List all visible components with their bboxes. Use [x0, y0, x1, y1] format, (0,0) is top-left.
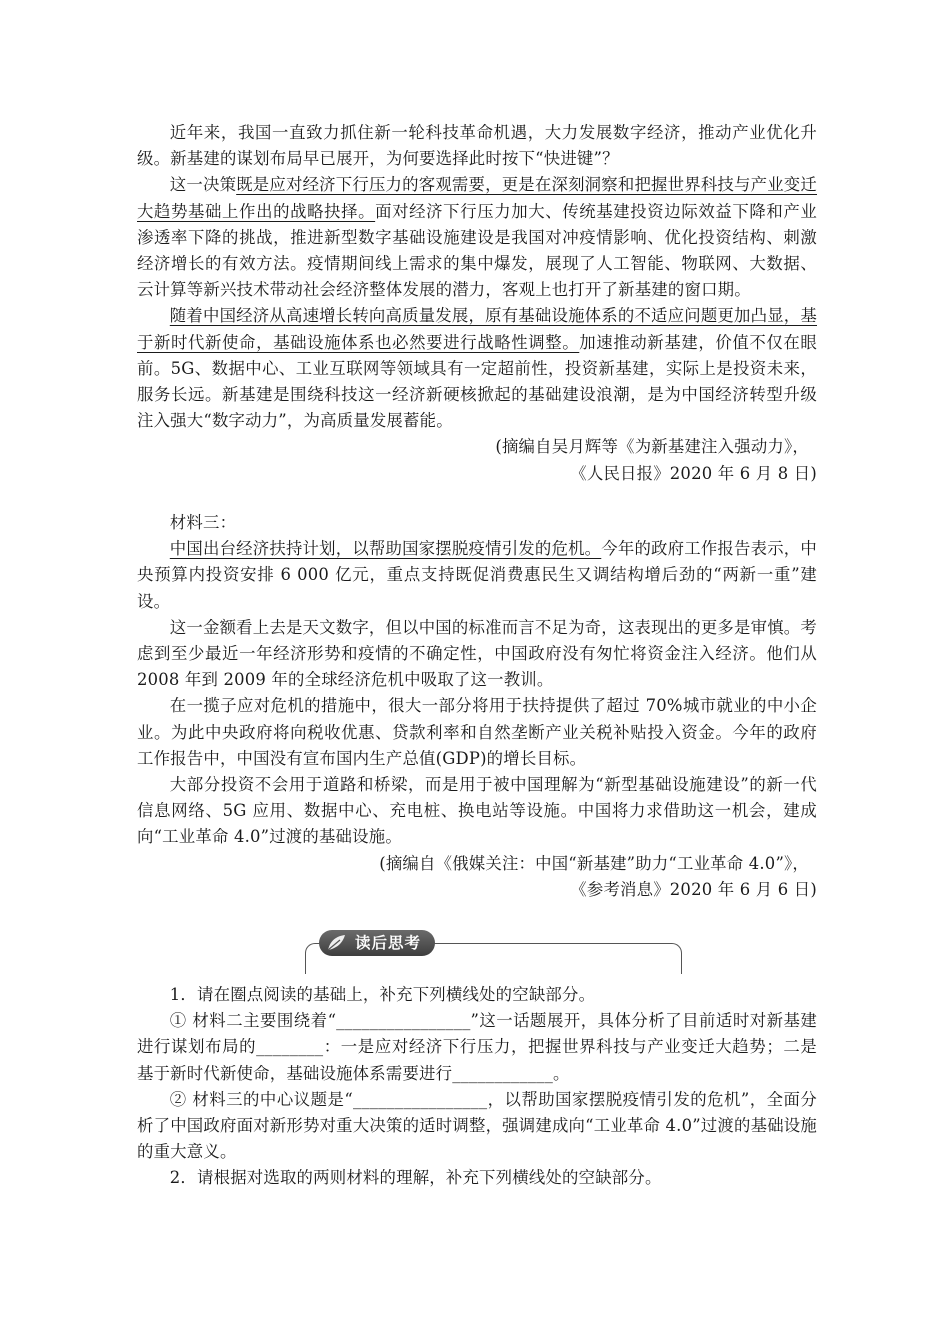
heading-label — [319, 930, 435, 956]
material-two — [137, 120, 817, 487]
text-run: 面对经济下行压力加大、传统基建投资边际效益下降和产业渗透率下降的挑战，推进新型数字基础设施建设是我国对冲疫情影响、优化投资结构、刺激经济增长的有效方法。疫情期间线上需求的集中爆发，展现了人工智能、物联网、大数据、云计算等新兴技术带动社会经济整体发展的潜力，客观上也打开了新基建的窗口期。 — [137, 201, 817, 300]
material-title: 材料三： — [169, 513, 237, 532]
question-item: ① 材料二主要围绕着“________________”这一话题展开，具体分析了目前适时对新基建进行谋划布局的________：一是应对经济下行压力，把握世界科技与产业变迁大趋势；二是基于新时代新使命，基础设施体系需要进行____________。 — [137, 1011, 817, 1083]
questions — [137, 982, 817, 1192]
underlined-text: 随着中国经济从高速增长转向高质量发展，原有基础设施体系的不适应问题更加凸显，基于新时代新使命，基础设施体系也必然要进行战略性调整。 — [137, 306, 817, 352]
paragraph — [137, 172, 817, 303]
paragraph: 大部分投资不会用于道路和桥梁，而是用于被中国理解为“新型基础设施建设”的新一代信息网络、5G 应用、数据中心、充电桩、换电站等设施。中国将力求借助这一机会，建成向“工业革命 4.0”过渡的基础设施。 — [137, 775, 817, 847]
material-three — [137, 510, 817, 903]
source-citation: 《人民日报》2020 年 6 月 8 日) — [570, 463, 817, 483]
text-run: 加速推动新基建，价值不仅在眼前。5G、数据中心、工业互联网等领域具有一定超前性，投资新基建，实际上是投资未来，服务长远。新基建是围绕科技这一经济新硬核掀起的基础建设浪潮，是为中国经济转型升级注入强大“数字动力”，为高质量发展蓄能。 — [137, 332, 817, 431]
source-citation: (摘编自《俄媒关注：中国“新基建”助力“工业革命 4.0”》， — [379, 853, 809, 873]
question: 1．请在圈点阅读的基础上，补充下列横线处的空缺部分。 — [169, 985, 596, 1004]
paragraph — [137, 536, 817, 615]
text-run: 这一决策 — [169, 175, 237, 195]
leaf-icon — [325, 933, 347, 953]
paragraph: 这一金额看上去是天文数字，但以中国的标准而言不足为奇，这表现出的更多是审慎。考虑到至少最近一年经济形势和疫情的不确定性，中国政府没有匆忙将资金注入经济。他们从 2008 年到 2009 年的全球经济危机中吸取了这一教训。 — [137, 617, 817, 690]
question: 2．请根据对选取的两则材料的理解，补充下列横线处的空缺部分。 — [169, 1168, 662, 1188]
heading-text: 读后思考 — [355, 934, 422, 952]
source-citation: (摘编自吴月辉等《为新基建注入强动力》， — [495, 437, 809, 457]
underlined-text: 既是应对经济下行压力的客观需要，更是在深刻洞察和把握世界科技与产业变迁大趋势基础上作出的战略抉择。 — [137, 175, 817, 221]
source-citation: 《参考消息》2020 年 6 月 6 日) — [570, 879, 817, 899]
question-item: ② 材料三的中心议题是“________________，以帮助国家摆脱疫情引发的危机”，全面分析了中国政府面对新形势对重大决策的适时调整，强调建成向“工业革命 4.0”过渡的基础设施的重大意义。 — [137, 1089, 817, 1162]
section-heading — [305, 930, 682, 972]
paragraph: 近年来，我国一直致力抓住新一轮科技革命机遇，大力发展数字经济，推动产业优化升级。新基建的谋划布局早已展开，为何要选择此时按下“快进键”？ — [137, 123, 817, 169]
text-run: 今年的政府工作报告表示，中央预算内投资安排 6 000 亿元，重点支持既促消费惠民生又调结构增后劲的“两新一重”建设。 — [137, 539, 817, 611]
paragraph — [137, 303, 817, 434]
underlined-text: 中国出台经济扶持计划，以帮助国家摆脱疫情引发的危机。 — [169, 539, 602, 559]
paragraph: 在一揽子应对危机的措施中，很大一部分将用于扶持提供了超过 70%城市就业的中小企业。为此中央政府将向税收优惠、贷款利率和自然垄断产业关税补贴投入资金。今年的政府工作报告中，中国没有宣布国内生产总值(GDP)的增长目标。 — [137, 696, 817, 768]
